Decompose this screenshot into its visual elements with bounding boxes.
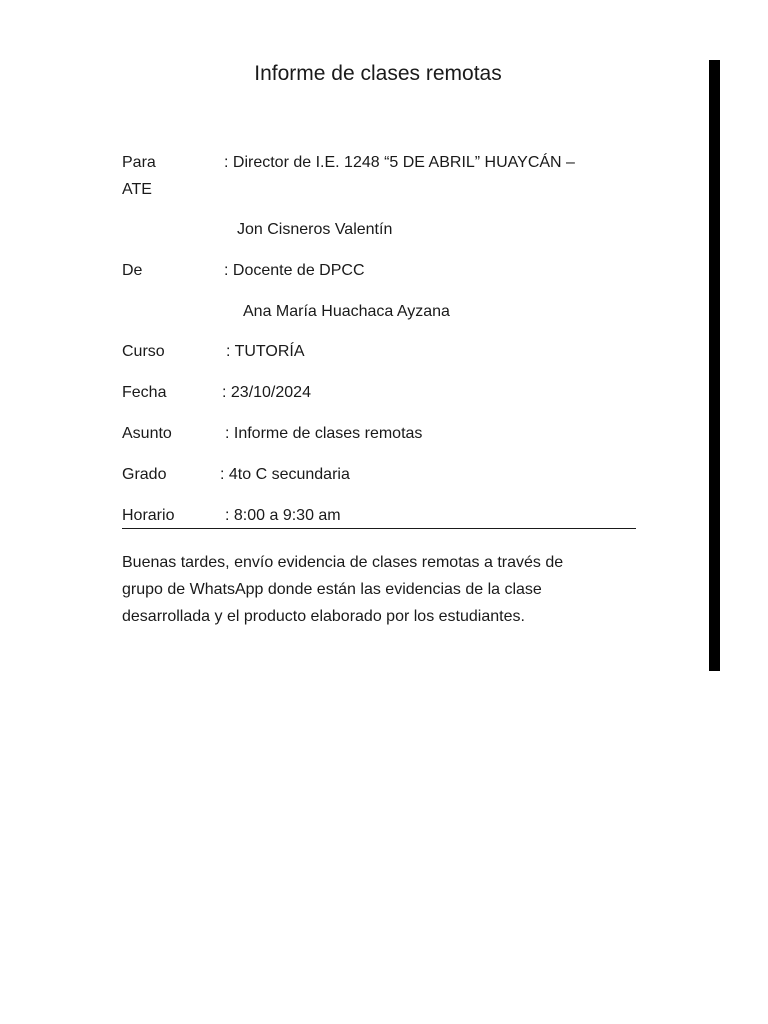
- field-asunto-value: : Informe de clases remotas: [225, 425, 423, 442]
- field-para-label: Para: [122, 154, 156, 171]
- field-fecha-value: : 23/10/2024: [222, 384, 311, 401]
- field-de-label: De: [122, 262, 143, 279]
- body-line: Buenas tardes, envío evidencia de clases remotas a través de: [122, 554, 564, 571]
- field-horario-label: Horario: [122, 507, 175, 524]
- field-grado-value: : 4to C secundaria: [220, 466, 350, 483]
- field-grado-label: Grado: [122, 466, 167, 483]
- field-para-value: : Director de I.E. 1248 “5 DE ABRIL” HUAYCÁN –: [224, 154, 575, 171]
- field-de-name: Ana María Huachaca Ayzana: [243, 303, 450, 320]
- document-title: Informe de clases remotas: [254, 62, 502, 85]
- page-edge-bar: [709, 60, 720, 671]
- body-line: grupo de WhatsApp donde están las evidencias de la clase: [122, 581, 542, 598]
- field-de-value: : Docente de DPCC: [224, 262, 365, 279]
- field-fecha-label: Fecha: [122, 384, 167, 401]
- field-asunto-label: Asunto: [122, 425, 172, 442]
- field-para-name: Jon Cisneros Valentín: [237, 221, 393, 238]
- field-para-continuation: ATE: [122, 181, 152, 198]
- body-line: desarrollada y el producto elaborado por los estudiantes.: [122, 608, 525, 625]
- field-curso-value: : TUTORÍA: [226, 343, 305, 360]
- field-horario-value: : 8:00 a 9:30 am: [225, 507, 341, 524]
- header-divider: [122, 528, 636, 529]
- field-curso-label: Curso: [122, 343, 165, 360]
- body-paragraph: [122, 549, 642, 630]
